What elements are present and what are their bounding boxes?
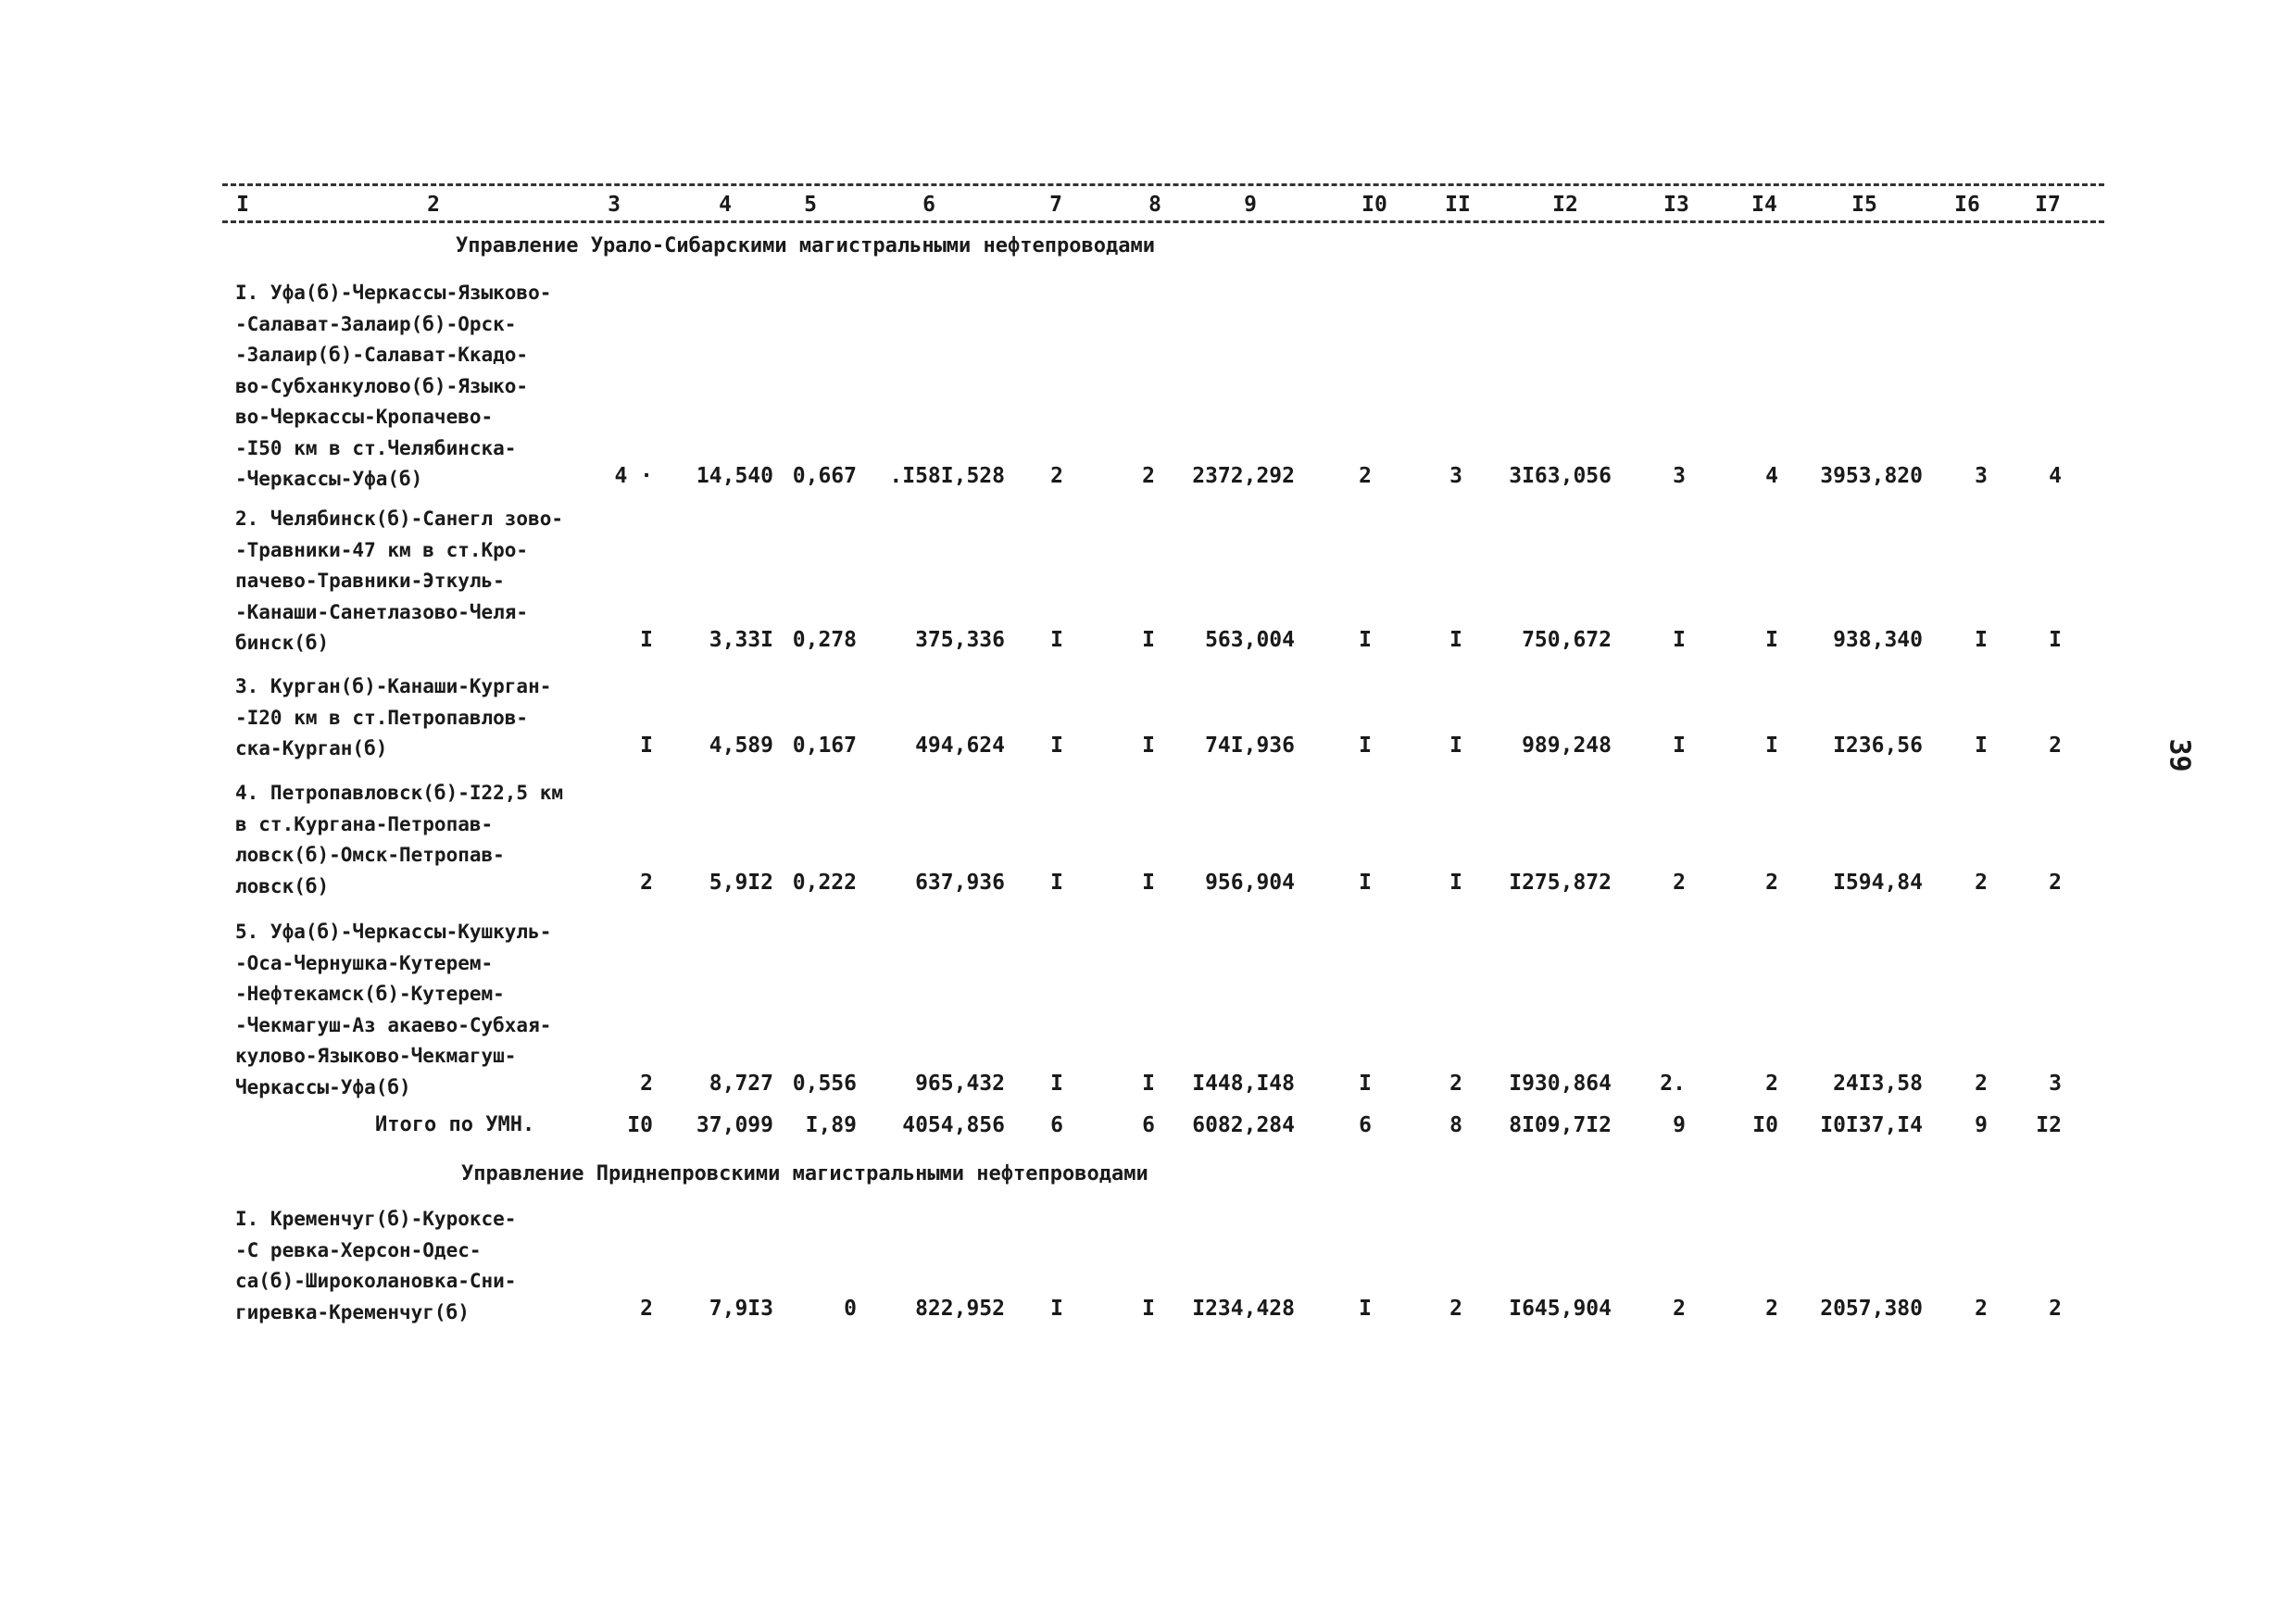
table-cell: I: [1142, 1072, 1155, 1096]
table-cell: 750,672: [1522, 628, 1612, 652]
table-cell: I: [1975, 628, 1988, 652]
table-cell: I0I37,I4: [1820, 1113, 1923, 1137]
table-cell: 0,167: [792, 734, 857, 758]
table-cell: 956,904: [1205, 871, 1295, 895]
row-values: [0, 1072, 2296, 1103]
table-cell: 822,952: [915, 1297, 1005, 1321]
table-cell: I: [2049, 628, 2062, 652]
table-cell: 3: [2049, 1072, 2062, 1096]
page-number: 39: [2163, 738, 2196, 772]
table-cell: 24I3,58: [1833, 1072, 1923, 1096]
table-cell: I: [1765, 628, 1778, 652]
column-number: I3: [1663, 193, 1689, 217]
table-cell: I: [1449, 734, 1462, 758]
table-cell: 4054,856: [902, 1113, 1005, 1137]
column-number: I6: [1954, 193, 1980, 217]
table-cell: 14,540: [696, 464, 773, 488]
column-number: I5: [1851, 193, 1877, 217]
column-number: 6: [922, 193, 935, 217]
table-cell: 563,004: [1205, 628, 1295, 652]
table-cell: I236,56: [1833, 734, 1923, 758]
table-cell: 4: [2049, 464, 2062, 488]
table-cell: 3: [1449, 464, 1462, 488]
column-number-row: [0, 193, 2296, 220]
table-cell: I: [1050, 1072, 1063, 1096]
route-description: 5. Уфа(б)-Черкассы-Кушкуль- -Оса-Чернушка-Кутерем- -Нефтекамск(б)-Кутерем- -Чекмагуш-Аз акаево-Субхая- кулово-Языково-Чекмагуш- Черкассы-Уфа(б): [235, 921, 552, 1098]
section-title: Управление Приднепровскими магистральными нефтепроводами: [461, 1162, 1148, 1185]
table-cell: 9: [1673, 1113, 1686, 1137]
column-number: I4: [1751, 193, 1777, 217]
table-cell: I: [1359, 1297, 1372, 1321]
column-number: 4: [719, 193, 732, 217]
table-cell: I: [1050, 734, 1063, 758]
table-cell: I930,864: [1509, 1072, 1612, 1096]
table-cell: I: [1359, 628, 1372, 652]
table-cell: I234,428: [1192, 1297, 1295, 1321]
table-cell: 2: [1975, 871, 1988, 895]
table-cell: I645,904: [1509, 1297, 1612, 1321]
table-cell: 7,9I3: [709, 1297, 773, 1321]
row-values: [0, 464, 2296, 495]
table-cell: I: [1142, 871, 1155, 895]
table-cell: 0: [844, 1297, 857, 1321]
table-cell: 989,248: [1522, 734, 1612, 758]
table-cell: 3: [1975, 464, 1988, 488]
route-description: 2. Челябинск(б)-Санегл зово- -Травники-47 км в ст.Кро- пачево-Травники-Эткуль- -Канаши-Санетлазово-Челя- бинск(б): [235, 508, 564, 654]
table-cell: I0: [627, 1113, 653, 1137]
route-description: 3. Курган(б)-Канаши-Курган- -I20 км в ст.Петропавлов- ска-Курган(б): [235, 675, 552, 759]
table-cell: 637,936: [915, 871, 1005, 895]
table-cell: I: [1673, 734, 1686, 758]
table-cell: I: [1765, 734, 1778, 758]
column-number: 5: [804, 193, 817, 217]
table-cell: 8: [1449, 1113, 1462, 1137]
table-cell: 0,222: [792, 871, 857, 895]
table-cell: 0,278: [792, 628, 857, 652]
column-number: I: [236, 193, 249, 217]
table-cell: 2: [2049, 871, 2062, 895]
table-cell: I: [1359, 871, 1372, 895]
table-cell: I: [1142, 734, 1155, 758]
table-cell: 2: [1050, 464, 1063, 488]
route-description: I. Кременчуг(б)-Куроксе- -С ревка-Херсон-Одес- са(б)-Широколановка-Сни- гиревка-Кременчуг(б): [235, 1208, 517, 1323]
table-cell: 2: [1673, 1297, 1686, 1321]
row-values: [0, 734, 2296, 765]
table-cell: 4,589: [709, 734, 773, 758]
table-cell: 74I,936: [1205, 734, 1295, 758]
table-cell: I: [1449, 871, 1462, 895]
table-cell: I: [640, 734, 653, 758]
table-cell: 2: [1359, 464, 1372, 488]
table-cell: 4 ·: [614, 464, 653, 488]
column-number: I2: [1552, 193, 1578, 217]
table-cell: I: [1975, 734, 1988, 758]
table-cell: 2: [1975, 1297, 1988, 1321]
table-cell: 2: [1765, 1072, 1778, 1096]
table-cell: 2: [640, 871, 653, 895]
column-number: I7: [2035, 193, 2061, 217]
section-title: Управление Урало-Сибарскими магистральными нефтепроводами: [456, 234, 1155, 257]
table-cell: I: [1142, 1297, 1155, 1321]
table-cell: I: [1359, 1072, 1372, 1096]
route-description: 4. Петропавловск(б)-I22,5 км в ст.Кургана-Петропав- ловск(б)-Омск-Петропав- ловск(б): [235, 782, 564, 897]
column-number: II: [1445, 193, 1471, 217]
table-cell: 3: [1673, 464, 1686, 488]
table-cell: 2: [1142, 464, 1155, 488]
table-cell: 2057,380: [1820, 1297, 1923, 1321]
table-cell: 375,336: [915, 628, 1005, 652]
table-cell: I: [1050, 871, 1063, 895]
row-values: [0, 1297, 2296, 1328]
table-cell: 8,727: [709, 1072, 773, 1096]
table-cell: 2: [1765, 871, 1778, 895]
table-cell: I594,84: [1833, 871, 1923, 895]
table-cell: I: [1449, 628, 1462, 652]
table-cell: 37,099: [696, 1113, 773, 1137]
table-cell: 3,33I: [709, 628, 773, 652]
table-cell: 6: [1359, 1113, 1372, 1137]
table-cell: 8I09,7I2: [1509, 1113, 1612, 1137]
table-cell: 2372,292: [1192, 464, 1295, 488]
table-cell: I275,872: [1509, 871, 1612, 895]
column-number: 9: [1244, 193, 1257, 217]
total-label: Итого по УМН.: [375, 1113, 535, 1136]
header-top-rule: [222, 183, 2104, 186]
header-bottom-rule: [222, 220, 2104, 223]
table-cell: I: [1142, 628, 1155, 652]
route-description: I. Уфа(б)-Черкассы-Языково- -Салават-Залаир(б)-Орск- -Залаир(б)-Салават-Ккадо- во-Субханкулово(б)-Языко- во-Черкассы-Кропачево- -I50 км в ст.Челябинска- -Черкассы-Уфа(б): [235, 282, 552, 490]
column-number: I0: [1361, 193, 1387, 217]
table-cell: 2: [1765, 1297, 1778, 1321]
table-cell: I: [640, 628, 653, 652]
table-cell: I: [1359, 734, 1372, 758]
table-cell: I448,I48: [1192, 1072, 1295, 1096]
table-cell: 5,9I2: [709, 871, 773, 895]
table-cell: 2: [640, 1297, 653, 1321]
table-cell: 2: [640, 1072, 653, 1096]
table-cell: 2: [2049, 1297, 2062, 1321]
column-number: 8: [1148, 193, 1161, 217]
column-number: 7: [1049, 193, 1062, 217]
table-cell: I,89: [805, 1113, 857, 1137]
table-cell: 0,667: [792, 464, 857, 488]
table-cell: 494,624: [915, 734, 1005, 758]
table-cell: 0,556: [792, 1072, 857, 1096]
column-number: 2: [427, 193, 440, 217]
column-number: 3: [608, 193, 621, 217]
table-cell: 6: [1142, 1113, 1155, 1137]
row-values: [0, 628, 2296, 659]
total-values: [0, 1113, 2296, 1145]
table-cell: I: [1050, 1297, 1063, 1321]
table-cell: 4: [1765, 464, 1778, 488]
table-cell: .I58I,528: [889, 464, 1005, 488]
table-cell: 2: [1975, 1072, 1988, 1096]
table-cell: I2: [2036, 1113, 2062, 1137]
table-cell: 2: [1673, 871, 1686, 895]
table-cell: I0: [1752, 1113, 1778, 1137]
table-cell: 965,432: [915, 1072, 1005, 1096]
table-cell: 2.: [1660, 1072, 1686, 1096]
table-cell: 9: [1975, 1113, 1988, 1137]
table-cell: 938,340: [1833, 628, 1923, 652]
table-cell: 3I63,056: [1509, 464, 1612, 488]
table-cell: 2: [1449, 1072, 1462, 1096]
table-cell: 6082,284: [1192, 1113, 1295, 1137]
table-cell: 3953,820: [1820, 464, 1923, 488]
table-cell: 2: [2049, 734, 2062, 758]
table-cell: 2: [1449, 1297, 1462, 1321]
table-cell: I: [1673, 628, 1686, 652]
table-cell: 6: [1050, 1113, 1063, 1137]
table-cell: I: [1050, 628, 1063, 652]
row-values: [0, 871, 2296, 902]
